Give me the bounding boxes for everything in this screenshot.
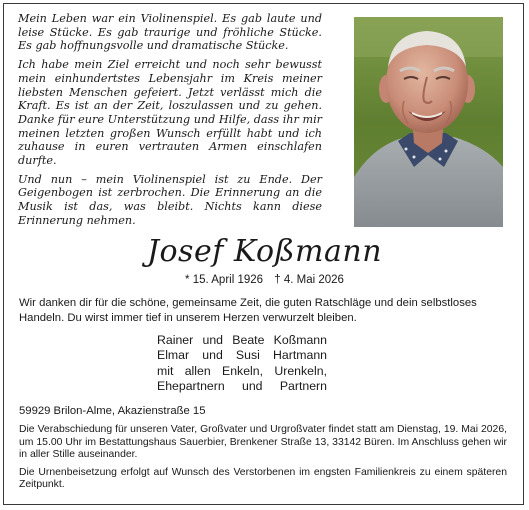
death-date: † 4. Mai 2026 [274, 274, 344, 286]
birth-date: * 15. April 1926 [185, 274, 264, 286]
mourner-line: Elmar und Susi Hartmann [157, 348, 327, 363]
burial-paragraph: Die Urnenbeisetzung erfolgt auf Wunsch des Verstorbenen im engsten Familienkreis zu einem späteren Zeitpunkt. [19, 466, 507, 490]
address: 59929 Brilon-Alme, Akazienstraße 15 [19, 405, 206, 417]
mourner-line: Ehepartnern und Partnern [157, 378, 327, 393]
poem-stanza-2: Ich habe mein Ziel erreicht und noch sehr bewusst mein einhundertstes Lebensjahr im Kreis meiner liebsten Menschen gefeiert. Jetzt verlässt mich die Kraft. Es ist an der Zeit, loszulassen und zu gehen. Danke für eure Unterstützung und Hilfe, dass ihr mir meinen letzten großen Wunsch erfüllt habt und ich zuhause in euren vertrauten Armen einschlafen durfte. [18, 58, 322, 168]
ceremony-info [19, 424, 507, 497]
thanks-text [19, 296, 514, 325]
thanks-paragraph: Wir danken dir für die schöne, gemeinsame Zeit, die guten Ratschläge und dein selbstloses Handeln. Du wirst immer tief in unserem Herzen verwurzelt bleiben. [19, 297, 477, 324]
ceremony-paragraph: Die Verabschiedung für unseren Vater, Großvater und Urgroßvater findet statt am Dienstag, 19. Mai 2026, um 15.00 Uhr im Bestattungshaus Sauerbier, Brenkener Straße 13, 33142 Büren. Im Anschluss gehen wir in aller Stille auseinander. [19, 424, 507, 460]
mourner-line: Rainer und Beate Koßmann [157, 333, 327, 347]
poem-stanza-3: Und nun – mein Violinenspiel ist zu Ende. Der Geigenbogen ist zerbrochen. Die Erinnerung an die Musik ist das, was bleibt. Nichts kann diese Erinnerung nehmen. [18, 172, 322, 227]
deceased-name: Josef Koßmann [146, 234, 383, 269]
portrait-photo [354, 17, 503, 227]
poem-stanza-1: Mein Leben war ein Violinenspiel. Es gab laute und leise Stücke. Es gab traurige und fröhliche Stücke. Es gab hoffnungsvolle und dramatische Stücke. [18, 12, 322, 53]
mourner-line: mit allen Enkeln, Urenkeln, [157, 363, 327, 378]
life-dates [0, 274, 529, 286]
poem [18, 12, 322, 233]
mourners-list [157, 333, 327, 394]
